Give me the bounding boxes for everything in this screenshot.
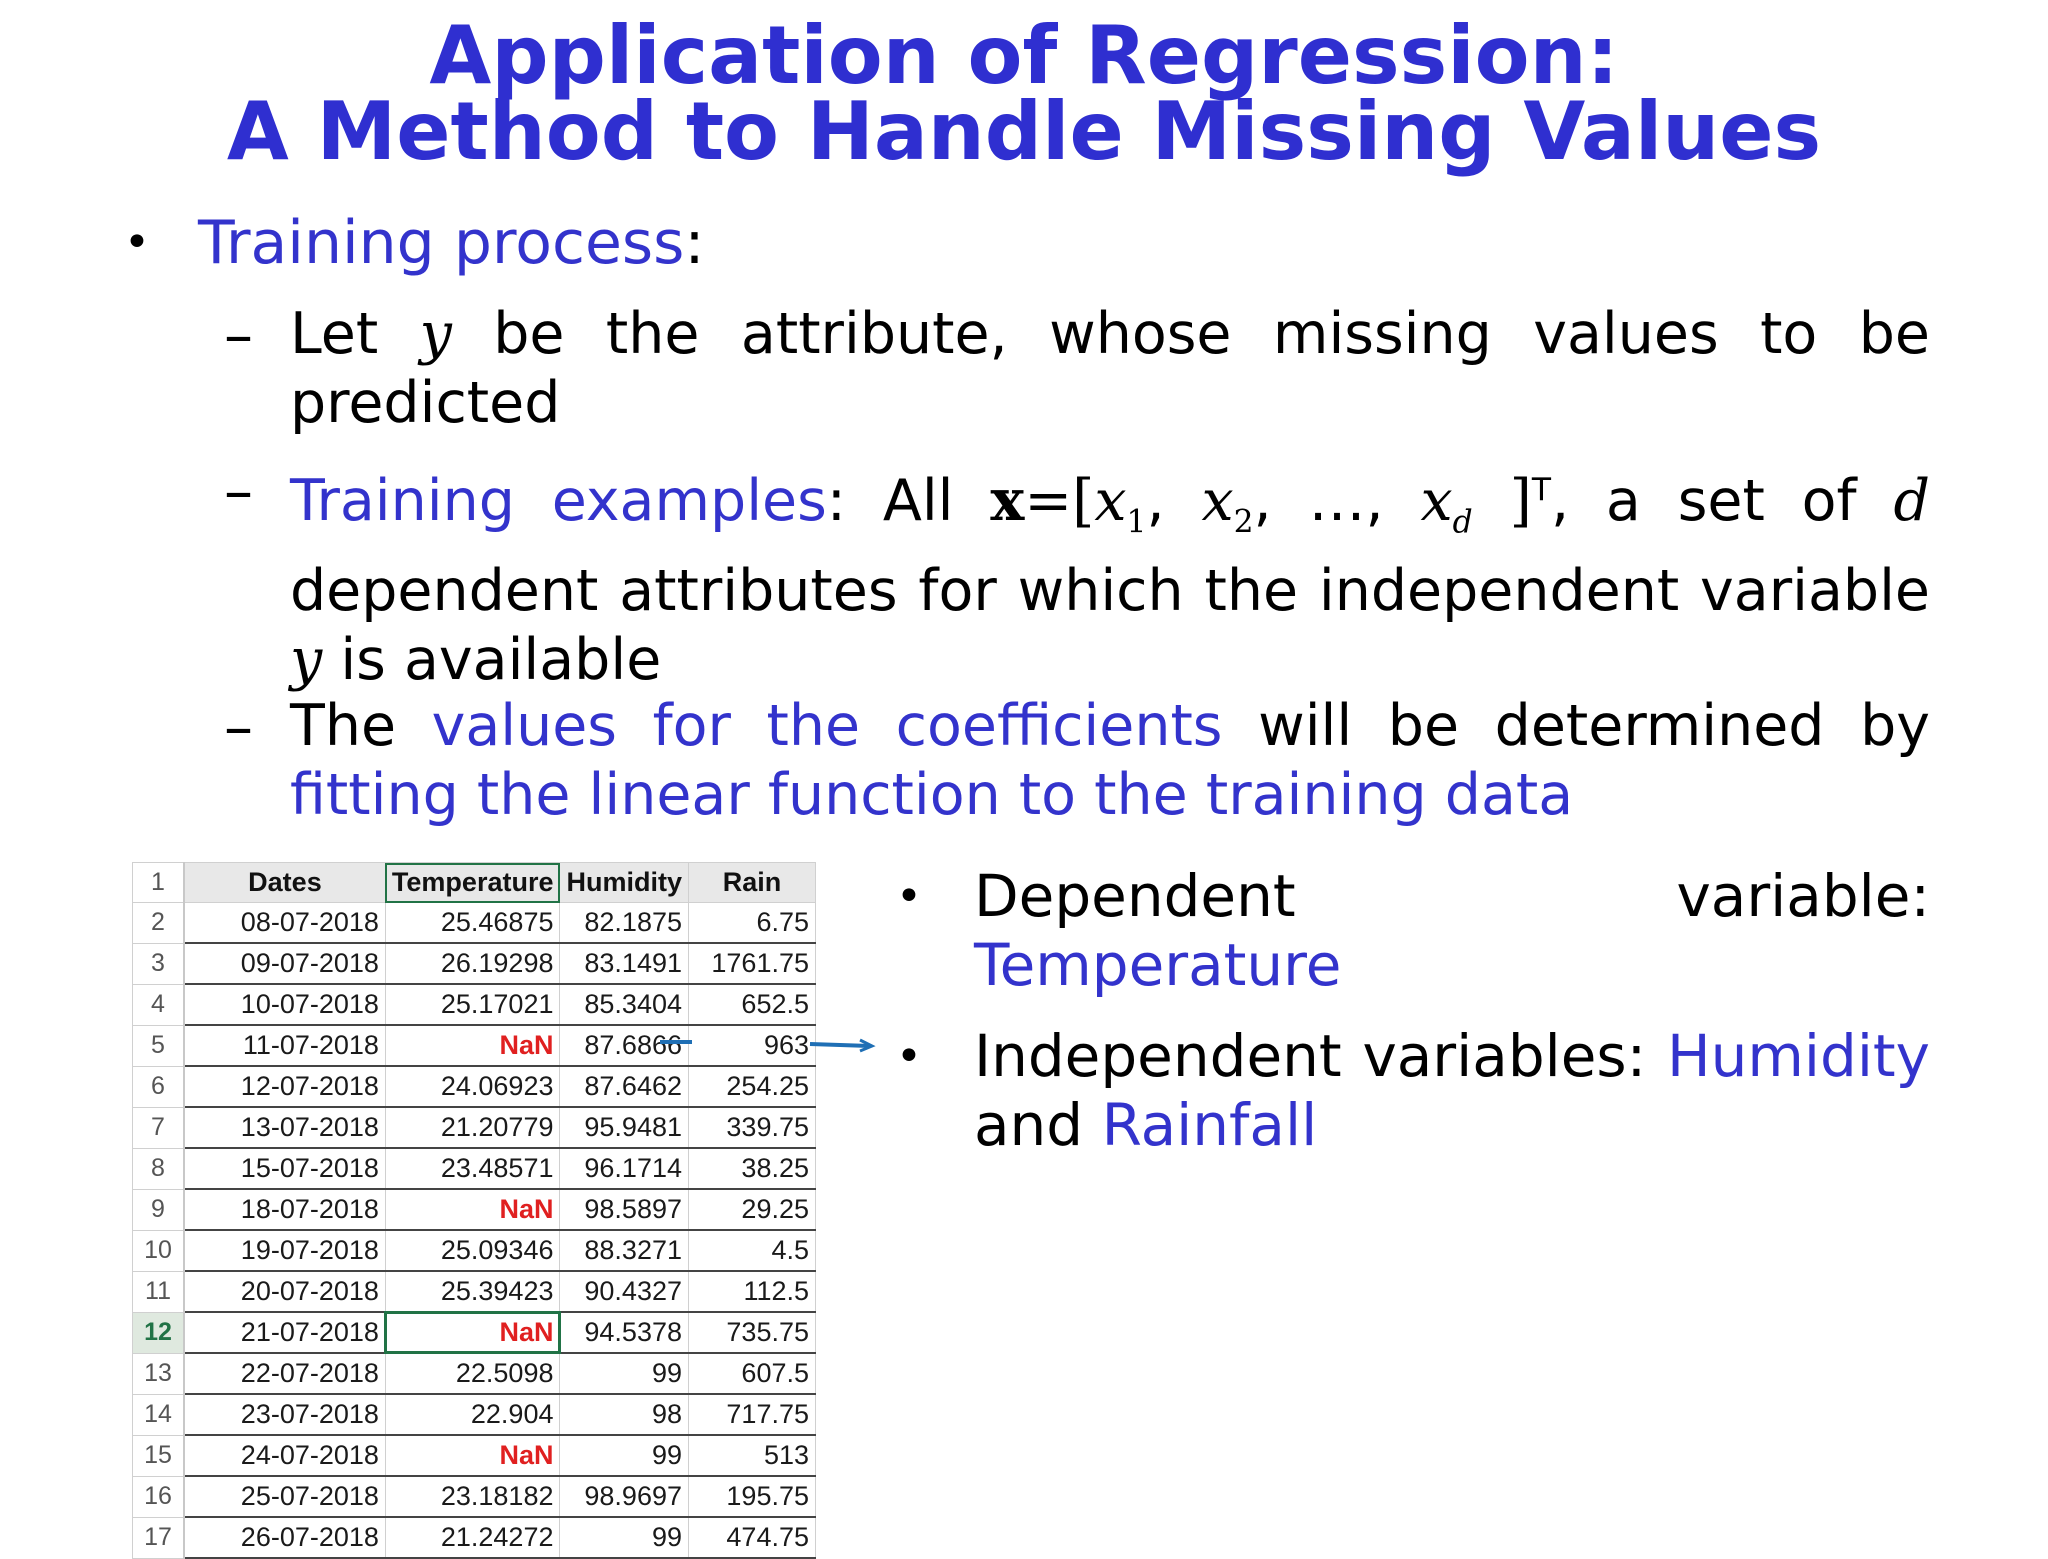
cell-date: 08-07-2018: [184, 903, 385, 944]
cell-temperature: 25.39423: [385, 1271, 560, 1312]
table-row: [133, 1435, 816, 1476]
cell-humidity: 88.3271: [560, 1230, 689, 1271]
dash-marker: –: [224, 301, 253, 369]
row-number: 12: [133, 1312, 184, 1353]
cell-date: 21-07-2018: [184, 1312, 385, 1353]
text: be the attribute, whose missing values to be predicted: [290, 301, 1930, 436]
cell-rain: 4.5: [689, 1230, 816, 1271]
sub-d: d: [1452, 504, 1473, 541]
row-number: 15: [133, 1435, 184, 1476]
cell-temperature: NaN: [385, 1025, 560, 1066]
cell-date: 12-07-2018: [184, 1066, 385, 1107]
cell-temperature: 21.20779: [385, 1107, 560, 1148]
table-row: [133, 1189, 816, 1230]
row-number: 5: [133, 1025, 184, 1066]
cell-rain: 195.75: [689, 1476, 816, 1517]
cell-rain: 1761.75: [689, 943, 816, 984]
row-number: 6: [133, 1066, 184, 1107]
table-row: [133, 1271, 816, 1312]
cell-humidity: 87.6866: [560, 1025, 689, 1066]
row-number: 2: [133, 903, 184, 944]
cell-temperature: NaN: [385, 1435, 560, 1476]
cell-rain: 963: [689, 1025, 816, 1066]
cell-rain: 717.75: [689, 1394, 816, 1435]
cell-humidity: 82.1875: [560, 903, 689, 944]
equals-bracket: =[: [1024, 468, 1095, 534]
humidity-value: Humidity: [1667, 1022, 1930, 1090]
dash-marker: –: [224, 693, 253, 761]
transpose: T: [1531, 472, 1551, 508]
cell-humidity: 85.3404: [560, 984, 689, 1025]
cell-date: 13-07-2018: [184, 1107, 385, 1148]
sub-1: 1: [1126, 504, 1147, 541]
cell-date: 19-07-2018: [184, 1230, 385, 1271]
table-row: [133, 1517, 816, 1558]
table-row: [133, 1107, 816, 1148]
cell-temperature: NaN: [385, 1189, 560, 1230]
header-dates: Dates: [184, 863, 385, 903]
text: dependent attributes for which the independent variable: [290, 558, 1930, 625]
row-number: 13: [133, 1353, 184, 1394]
table-row: [133, 1066, 816, 1107]
cell-date: 10-07-2018: [184, 984, 385, 1025]
cell-rain: 112.5: [689, 1271, 816, 1312]
cell-humidity: 98: [560, 1394, 689, 1435]
cell-rain: 339.75: [689, 1107, 816, 1148]
cell-humidity: 96.1714: [560, 1148, 689, 1189]
cell-rain: 735.75: [689, 1312, 816, 1353]
sub-bullet-training-examples: [290, 456, 1930, 695]
table-row: [133, 984, 816, 1025]
text: is available: [340, 627, 662, 694]
row-number: 1: [133, 863, 184, 903]
table-row: [133, 1476, 816, 1517]
cell-temperature: 24.06923: [385, 1066, 560, 1107]
title-line-1: Application of Regression:: [429, 9, 1619, 102]
cell-temperature: 21.24272: [385, 1517, 560, 1558]
spreadsheet-image: [132, 862, 816, 1552]
and-text: and: [974, 1091, 1084, 1159]
row-number: 17: [133, 1517, 184, 1558]
cell-rain: 38.25: [689, 1148, 816, 1189]
text: Let: [290, 301, 379, 367]
sub-2: 2: [1233, 504, 1254, 541]
bullet-training-process: [198, 208, 705, 278]
cell-date: 26-07-2018: [184, 1517, 385, 1558]
cell-humidity: 95.9481: [560, 1107, 689, 1148]
data-table: [132, 862, 816, 1559]
cell-date: 24-07-2018: [184, 1435, 385, 1476]
table-row: [133, 1230, 816, 1271]
close-bracket: ]: [1472, 468, 1532, 534]
xd: x: [1420, 468, 1453, 534]
sub-bullet-coefficients: [290, 692, 1930, 830]
table-row: [133, 903, 816, 944]
text: will be determined by: [1258, 693, 1930, 759]
row-number: 10: [133, 1230, 184, 1271]
cell-date: 09-07-2018: [184, 943, 385, 984]
sep: ,: [1146, 468, 1202, 534]
cell-humidity: 83.1491: [560, 943, 689, 984]
header-temperature: Temperature: [385, 863, 560, 903]
sub-bullet-let-y: [290, 300, 1930, 438]
cell-rain: 254.25: [689, 1066, 816, 1107]
header-humidity: Humidity: [560, 863, 689, 903]
cell-date: 18-07-2018: [184, 1189, 385, 1230]
arrow-stroke: [810, 1044, 870, 1046]
dependent-label: Dependent variable:: [974, 862, 1930, 930]
cell-rain: 29.25: [689, 1189, 816, 1230]
cell-humidity: 99: [560, 1517, 689, 1558]
x2: x: [1201, 468, 1234, 534]
bullet-dot: •: [124, 217, 150, 268]
row-number: 11: [133, 1271, 184, 1312]
row-number: 7: [133, 1107, 184, 1148]
row-number: 9: [133, 1189, 184, 1230]
x1: x: [1094, 468, 1127, 534]
var-y: y: [290, 627, 323, 694]
cell-date: 11-07-2018: [184, 1025, 385, 1066]
bullet-dot: •: [896, 1031, 922, 1082]
row-number: 14: [133, 1394, 184, 1435]
cell-rain: 607.5: [689, 1353, 816, 1394]
table-header-row: [133, 863, 816, 903]
table-row: [133, 1353, 816, 1394]
bullet-independent-variables: [974, 1022, 1930, 1160]
vector-x: x: [990, 467, 1025, 534]
cell-temperature: 22.5098: [385, 1353, 560, 1394]
cell-humidity: 98.9697: [560, 1476, 689, 1517]
table-row: [133, 1148, 816, 1189]
independent-label: Independent variables:: [974, 1022, 1647, 1090]
cell-humidity: 98.5897: [560, 1189, 689, 1230]
ellipsis: …,: [1308, 468, 1421, 534]
cell-humidity: 99: [560, 1435, 689, 1476]
bullet-dependent-variable: [974, 862, 1930, 1000]
cell-temperature: 23.18182: [385, 1476, 560, 1517]
cell-temperature: 23.48571: [385, 1148, 560, 1189]
cell-date: 15-07-2018: [184, 1148, 385, 1189]
bullet-dot: •: [896, 871, 922, 922]
cell-temperature: 26.19298: [385, 943, 560, 984]
cell-temperature: NaN: [385, 1312, 560, 1353]
table-body: [133, 903, 816, 1559]
cell-temperature: 22.904: [385, 1394, 560, 1435]
title-line-2: A Method to Handle Missing Values: [226, 85, 1822, 178]
text: , a set of: [1550, 468, 1857, 534]
cell-date: 25-07-2018: [184, 1476, 385, 1517]
training-process-label: Training process: [198, 208, 685, 278]
table-row: [133, 1312, 816, 1353]
slide-title: [0, 9, 2048, 178]
text: The: [290, 693, 397, 759]
text: : All: [826, 468, 954, 534]
colon: :: [684, 208, 705, 278]
cell-rain: 513: [689, 1435, 816, 1476]
cell-temperature: 25.17021: [385, 984, 560, 1025]
cell-temperature: 25.09346: [385, 1230, 560, 1271]
cell-humidity: 87.6462: [560, 1066, 689, 1107]
row-number: 16: [133, 1476, 184, 1517]
var-d: d: [1893, 468, 1930, 534]
header-rain: Rain: [689, 863, 816, 903]
cell-humidity: 99: [560, 1353, 689, 1394]
cell-humidity: 90.4327: [560, 1271, 689, 1312]
rainfall-value: Rainfall: [1101, 1091, 1318, 1159]
sep: ,: [1253, 468, 1309, 534]
row-number: 4: [133, 984, 184, 1025]
dash-marker: –: [224, 457, 253, 525]
coefficients-highlight: values for the coefficients: [431, 693, 1223, 759]
cell-date: 22-07-2018: [184, 1353, 385, 1394]
annotation-arrow: [660, 1030, 880, 1070]
table-row: [133, 1394, 816, 1435]
dependent-value: Temperature: [974, 931, 1342, 999]
fitting-highlight: fitting the linear function to the training data: [290, 762, 1574, 828]
cell-humidity: 94.5378: [560, 1312, 689, 1353]
row-number: 8: [133, 1148, 184, 1189]
training-examples-label: Training examples: [290, 468, 827, 534]
cell-rain: 6.75: [689, 903, 816, 944]
cell-temperature: 25.46875: [385, 903, 560, 944]
cell-rain: 474.75: [689, 1517, 816, 1558]
cell-date: 20-07-2018: [184, 1271, 385, 1312]
cell-date: 23-07-2018: [184, 1394, 385, 1435]
cell-rain: 652.5: [689, 984, 816, 1025]
table-row: [133, 943, 816, 984]
var-y: y: [419, 301, 452, 367]
row-number: 3: [133, 943, 184, 984]
